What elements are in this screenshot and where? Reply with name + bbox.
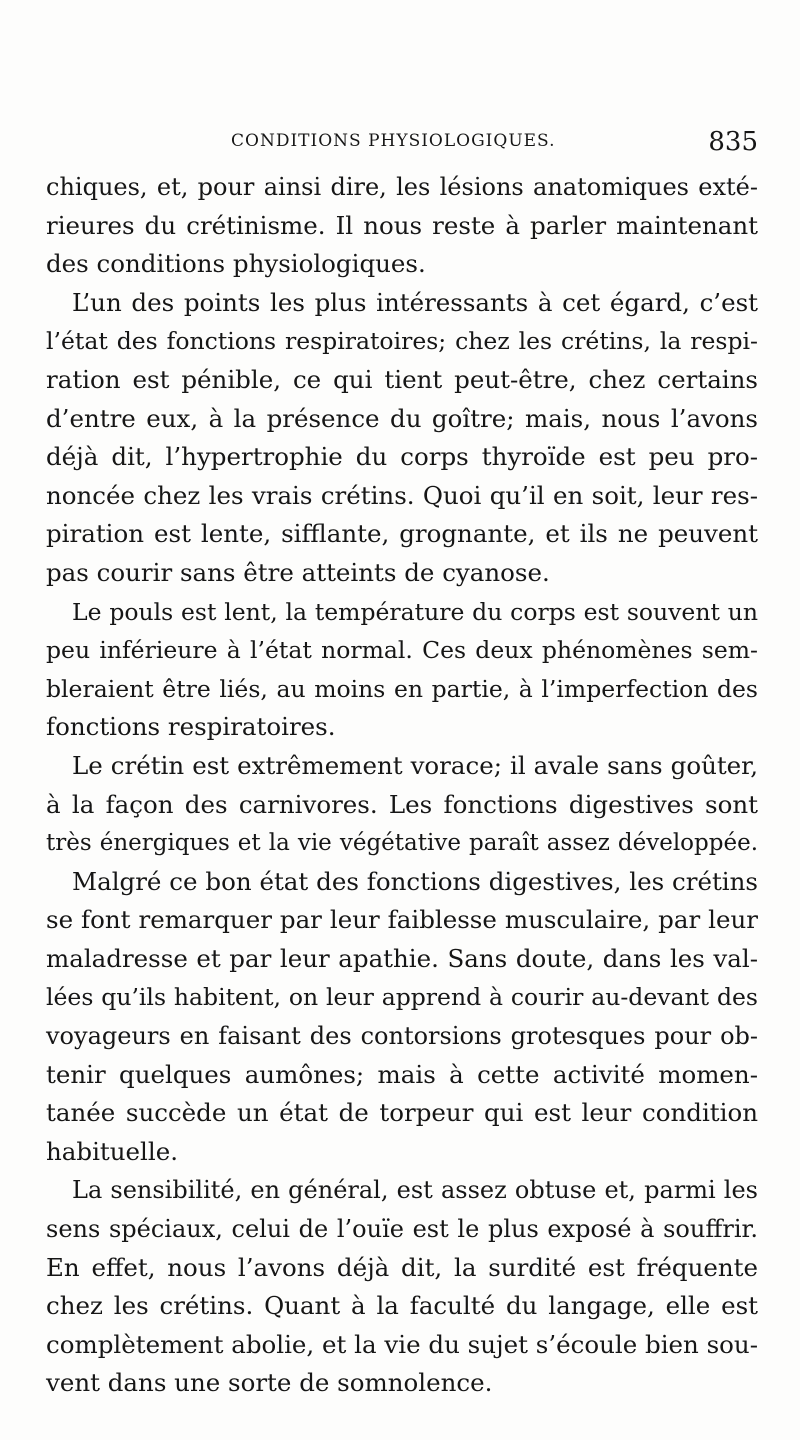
text-line: pas courir sans être atteints de cyanose. [46, 557, 550, 587]
text-line: peu inférieure à l’état normal. Ces deux phénomènes sem- [46, 636, 758, 665]
text-line: sens spéciaux, celui de l’ouïe est le plus exposé à souffrir. [46, 1215, 758, 1244]
text-line: Malgré ce bon état des fonctions digestives, les crétins [72, 866, 758, 896]
text-line: fonctions respiratoires. [46, 712, 336, 742]
text-line: habituelle. [46, 1136, 178, 1166]
text-line: très énergiques et la vie végétative paraît assez développée. [46, 830, 758, 857]
text-line: lées qu’ils habitent, on leur apprend à courir au-devant des [46, 983, 758, 1012]
text-line: des conditions physiologiques. [46, 249, 426, 279]
text-line: déjà dit, l’hypertrophie du corps thyroïde est peu pro- [46, 442, 758, 472]
text-line: rieures du crétinisme. Il nous reste à parler maintenant [46, 210, 758, 240]
text-line: d’entre eux, à la présence du goître; mais, nous l’avons [46, 403, 758, 433]
text-line: bleraient être liés, au moins en partie, à l’imperfection des [46, 674, 758, 703]
text-line: L’un des points les plus intéressants à cet égard, c’est [72, 287, 758, 317]
running-title: CONDITIONS PHYSIOLOGIQUES. [231, 131, 556, 151]
text-line: complètement abolie, et la vie du sujet s’écoule bien sou- [46, 1329, 758, 1359]
text-line: se font remarquer par leur faiblesse musculaire, par leur [46, 905, 758, 935]
text-line: voyageurs en faisant des contorsions grotesques pour ob- [46, 1022, 758, 1051]
text-line: l’état des fonctions respiratoires; chez les crétins, la respi- [46, 327, 758, 356]
running-head [46, 127, 758, 159]
text-line: chiques, et, pour ainsi dire, les lésions anatomiques exté- [46, 173, 758, 201]
text-line: vent dans une sorte de somnolence. [46, 1368, 493, 1398]
text-line: chez les crétins. Quant à la faculté du langage, elle est [46, 1291, 758, 1321]
text-line: à la façon des carnivores. Les fonctions digestives sont [46, 789, 758, 819]
text-line: maladresse et par leur apathie. Sans doute, dans les val- [46, 943, 758, 973]
text-line: piration est lente, sifflante, grognante, et ils ne peuvent [46, 519, 758, 549]
text-line: Le crétin est extrêmement vorace; il avale sans goûter, [72, 750, 758, 780]
text-line: La sensibilité, en général, est assez obtuse et, parmi les [72, 1176, 758, 1205]
text-line: tanée succède un état de torpeur qui est leur condition [46, 1098, 758, 1128]
text-line: ration est pénible, ce qui tient peut-être, chez certains [46, 364, 758, 394]
body-text [46, 168, 758, 1403]
text-line: En effet, nous l’avons déjà dit, la surdité est fréquente [46, 1252, 758, 1282]
text-line: tenir quelques aumônes; mais à cette activité momen- [46, 1059, 758, 1089]
page-number: 835 [708, 127, 758, 157]
text-line: Le pouls est lent, la température du corps est souvent un [72, 597, 758, 626]
text-line: noncée chez les vrais crétins. Quoi qu’il en soit, leur res- [46, 480, 758, 510]
